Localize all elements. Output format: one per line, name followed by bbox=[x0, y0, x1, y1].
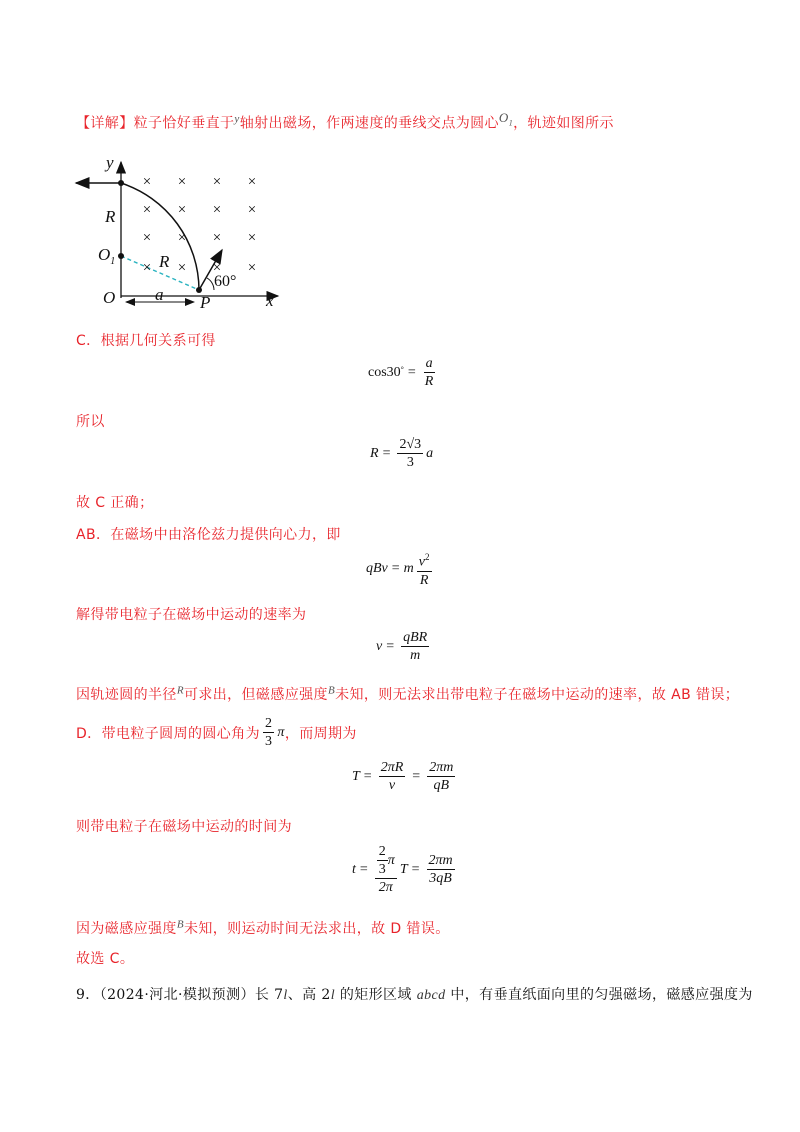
r-radius-label: R bbox=[159, 252, 170, 271]
detail-tag: 【详解】 bbox=[76, 115, 134, 132]
angle-label: 60° bbox=[214, 273, 237, 290]
field-mark: × bbox=[177, 260, 187, 276]
detail-text-2: 轴射出磁场，作两速度的垂线交点为圆心 bbox=[239, 115, 499, 132]
detail-text-3: ，轨迹如图所示 bbox=[513, 115, 614, 132]
field-mark: × bbox=[177, 202, 187, 218]
field-mark: × bbox=[142, 202, 152, 218]
formula-velocity: v = $\frac{\text{qBR}}{m}$ bbox=[376, 630, 428, 663]
field-mark: × bbox=[212, 230, 222, 246]
symbol-B: B bbox=[176, 918, 184, 931]
o1-label: $O_1$ bbox=[98, 245, 116, 267]
symbol-y: y bbox=[234, 113, 240, 125]
question-9: 9．（2024·河北·模拟预测）长 7l、高 2l 的矩形区域 abcd 中，有垂直纸面向里的匀强磁场，磁感应强度为 bbox=[76, 987, 753, 1003]
d-section-line: D．带电粒子圆周的圆心角为 $\frac{2}{3}$ π ，而周期为 bbox=[76, 716, 357, 749]
field-mark: × bbox=[177, 174, 187, 190]
angle-arc bbox=[207, 278, 214, 290]
field-mark: × bbox=[247, 202, 257, 218]
ab-section-line: AB．在磁场中由洛伦兹力提供向心力，即 bbox=[76, 527, 341, 543]
field-mark: × bbox=[177, 230, 187, 246]
r-vertical-label: R bbox=[105, 207, 116, 226]
field-mark: × bbox=[142, 174, 152, 190]
formula-cos30: cos30 ° = $\frac{a}{R}$ bbox=[368, 356, 434, 389]
symbol-B: B bbox=[327, 684, 336, 697]
field-mark: × bbox=[212, 260, 222, 276]
field-mark: × bbox=[247, 230, 257, 246]
trajectory-diagram bbox=[66, 148, 296, 318]
ab-solve-line: 解得带电粒子在磁场中运动的速率为 bbox=[76, 607, 307, 623]
point-top bbox=[118, 180, 124, 186]
trajectory-arc bbox=[121, 183, 199, 290]
field-mark: × bbox=[212, 202, 222, 218]
detail-line bbox=[76, 110, 614, 133]
origin-label: O bbox=[103, 288, 116, 307]
field-mark: × bbox=[142, 260, 152, 276]
formula-radius: R = $\frac{2√3}{3}$ a bbox=[370, 437, 434, 470]
x-axis-label: x bbox=[266, 291, 274, 310]
field-mark: × bbox=[142, 230, 152, 246]
y-axis-label: y bbox=[106, 153, 114, 172]
d-conclusion: 因为磁感应强度$^B$未知，则运动时间无法求出，故 D 错误。 bbox=[76, 918, 450, 937]
so-line: 所以 bbox=[76, 414, 105, 430]
p-label: P bbox=[200, 293, 211, 312]
formula-period: T = $\frac{2\pi R}{v}$ = $\frac{2\pi m}{qB}$ bbox=[352, 760, 454, 793]
field-mark: × bbox=[212, 174, 222, 190]
formula-time: t = $\frac{2}{3}$ π 2π T = $\frac{2\pi m}{3qB}$ bbox=[352, 844, 453, 895]
ab-conclusion: 因轨迹圆的半径$^R$可求出，但磁感应强度$^B$未知，则无法求出带电粒子在磁场中运动的速率，故 AB 错误； bbox=[76, 684, 740, 703]
a-label: a bbox=[155, 285, 164, 304]
formula-lorentz: qBv = m $\frac{v^2}{R}$ bbox=[366, 552, 430, 588]
symbol-O1: O1 bbox=[498, 110, 514, 128]
d-time-line: 则带电粒子在磁场中运动的时间为 bbox=[76, 819, 292, 835]
field-mark: × bbox=[247, 174, 257, 190]
symbol-R: R bbox=[176, 684, 184, 697]
point-O1 bbox=[118, 253, 124, 259]
field-mark: × bbox=[247, 260, 257, 276]
final-choice: 故选 C。 bbox=[76, 951, 135, 967]
c-conclusion: 故 C 正确； bbox=[76, 495, 154, 511]
detail-text-1: 粒子恰好垂直于 bbox=[133, 115, 235, 132]
c-section-line: C．根据几何关系可得 bbox=[76, 333, 216, 349]
